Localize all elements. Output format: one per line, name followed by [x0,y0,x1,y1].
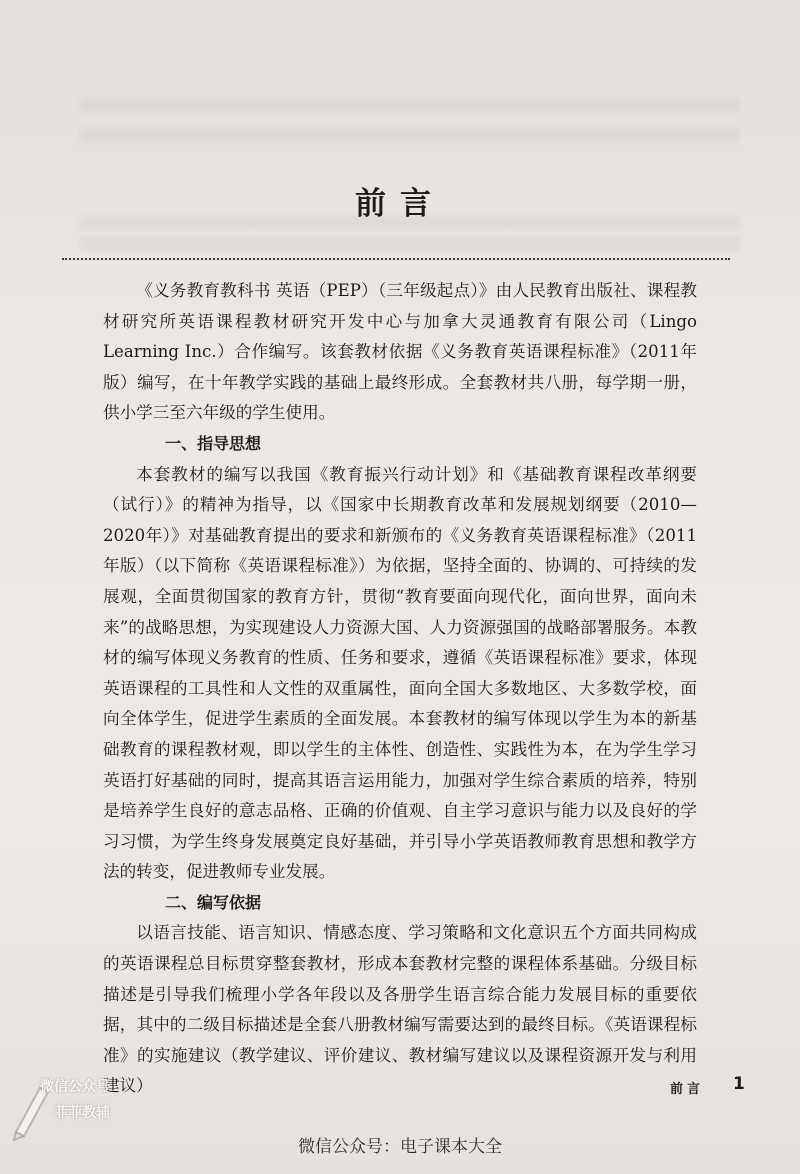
section-heading-2: 二、编写依据 [165,892,262,912]
dotted-divider [62,258,730,260]
show-through-text [80,236,740,250]
page-title: 前言 [355,186,445,222]
show-through-text [80,128,740,142]
watermark-line-2: 菲菲教辅 [54,1105,110,1121]
body-text [103,276,697,1102]
section-paragraph-2: 以语言技能、语言知识、情感态度、学习策略和文化意识五个方面共同构成的英语课程总目标贯穿整套教材，形成本套教材完整的课程体系基础。分级目标描述是引导我们梳理小学各年段以及各册学生语言综合能力发展目标的重要依据，其中的二级目标描述是全套八册教材编写需要达到的最终目标。《英语课程标准》的实施建议（教学建议、评价建议、教材编写建议以及课程资源开发与利用建议） [103,923,697,1096]
bottom-watermark: 微信公众号：电子课本大全 [298,1137,502,1157]
running-footer: 前言 [670,1082,705,1097]
section-heading-1: 一、指导思想 [165,433,262,453]
page-number: 1 [733,1074,745,1094]
intro-paragraph: 《义务教育教科书 英语（PEP）（三年级起点）》由人民教育出版社、课程教材研究所英语课程教材研究开发中心与加拿大灵通教育有限公司（Lingo Learning Inc.）合作编写。该套教材依据《义务教育英语课程标准》（2011年版）编写，在十年教学实践的基础上最终形成。全套教材共八册，每学期一册，供小学三至六年级的学生使用。 [103,281,697,423]
section-paragraph-1: 本套教材的编写以我国《教育振兴行动计划》和《基础教育课程改革纲要（试行）》的精神为指导，以《国家中长期教育改革和发展规划纲要（2010—2020年）》对基础教育提出的要求和新颁布的《义务教育英语课程标准》（2011年版）（以下简称《英语课程标准》）为依据，坚持全面的、协调的、可持续的发展观，全面贯彻国家的教育方针，贯彻“教育要面向现代化，面向世界，面向未来”的战略思想，为实现建设人力资源大国、人力资源强国的战略部署服务。本教材的编写体现义务教育的性质、任务和要求，遵循《英语课程标准》要求，体现英语课程的工具性和人文性的双重属性，面向全国大多数地区、大多数学校，面向全体学生，促进学生素质的全面发展。本套教材的编写体现以学生为本的新基础教育的课程教材观，即以学生的主体性、创造性、实践性为本，在为学生学习英语打好基础的同时，提高其语言运用能力，加强对学生综合素质的培养，特别是培养学生良好的意志品格、正确的价值观、自主学习意识与能力以及良好的学习习惯，为学生终身发展奠定良好基础，并引导小学英语教师教育思想和教学方法的转变，促进教师专业发展。 [103,464,697,882]
show-through-text [80,98,740,112]
watermark-line-1: 微信公众号 [40,1079,110,1095]
